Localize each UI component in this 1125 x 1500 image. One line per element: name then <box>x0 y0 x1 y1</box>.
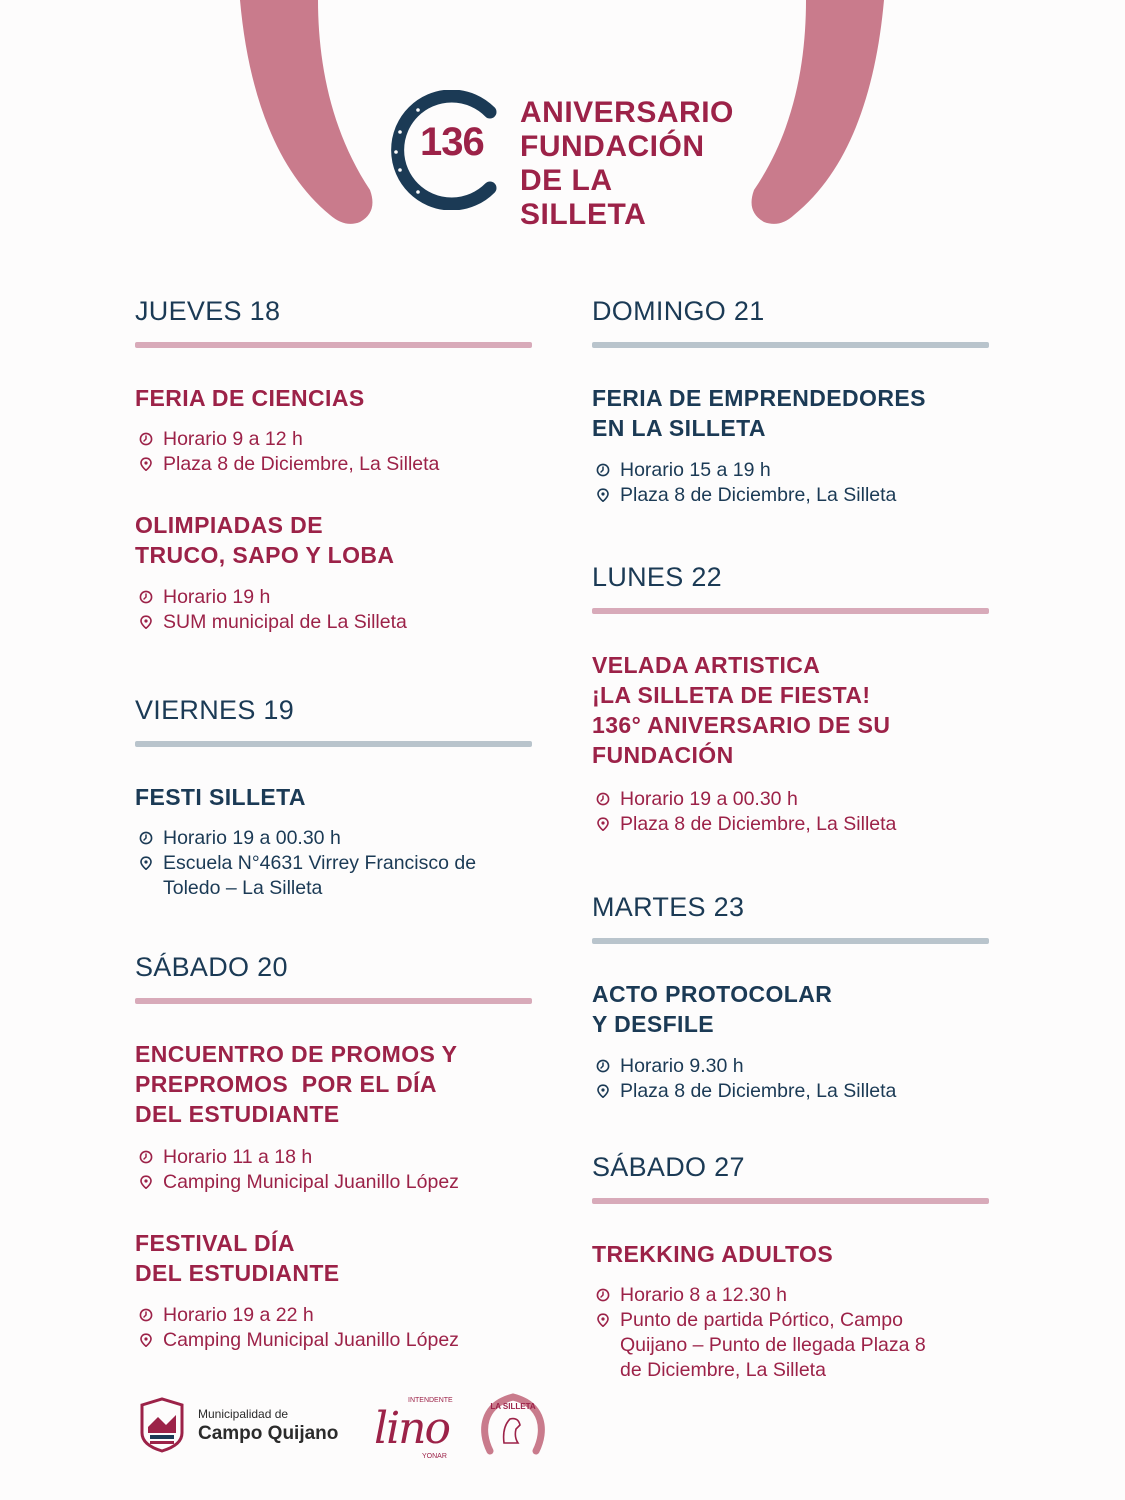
event-place: Punto de partida Pórtico, Campo Quijano – Punto de llegada Plaza 8 de Diciembre, La Silleta <box>592 1308 1000 1383</box>
la-silleta-seal-icon <box>478 1391 548 1459</box>
pin-icon <box>139 856 153 870</box>
clock-icon <box>139 432 153 446</box>
event-time: Horario 19 h <box>135 585 543 610</box>
event-title: ENCUENTRO DE PROMOS Y PREPROMOS POR EL DÍA DEL ESTUDIANTE <box>135 1041 458 1127</box>
pin-icon <box>596 488 610 502</box>
event-place: Plaza 8 de Diciembre, La Silleta <box>135 452 543 477</box>
anniversary-logo <box>386 90 746 231</box>
anniversary-title: ANIVERSARIO FUNDACIÓN DE LA SILLETA <box>520 96 734 231</box>
pin-icon <box>139 1333 153 1347</box>
clock-icon <box>596 1288 610 1302</box>
clock-icon <box>139 590 153 604</box>
event-place: Plaza 8 de Diciembre, La Silleta <box>592 812 1000 837</box>
event-time: Horario 19 a 22 h <box>135 1303 543 1328</box>
event-time: Horario 9 a 12 h <box>135 427 543 452</box>
event-title: TREKKING ADULTOS <box>592 1241 834 1267</box>
event-time: Horario 19 a 00.30 h <box>592 787 1000 812</box>
event-place: Camping Municipal Juanillo López <box>135 1170 543 1195</box>
divider <box>592 608 989 614</box>
footer-logos: Municipalidad de Campo Quijano INTENDENTE lino YONAR LA SILLETA <box>138 1395 558 1465</box>
anniversary-number: 136 <box>420 120 484 164</box>
event-place: Camping Municipal Juanillo López <box>135 1328 543 1353</box>
svg-text:LA SILLETA: LA SILLETA <box>490 1402 536 1411</box>
event-time: Horario 9.30 h <box>592 1054 1000 1079</box>
day-heading: SÁBADO 27 <box>592 1152 745 1182</box>
event-time: Horario 19 a 00.30 h <box>135 826 543 851</box>
event-title: FERIA DE CIENCIAS <box>135 385 365 411</box>
event-title: FERIA DE EMPRENDEDORES EN LA SILLETA <box>592 385 926 441</box>
clock-icon <box>139 1150 153 1164</box>
event-time: Horario 11 a 18 h <box>135 1145 543 1170</box>
event-title: FESTIVAL DÍA DEL ESTUDIANTE <box>135 1230 340 1286</box>
pin-icon <box>596 1084 610 1098</box>
day-heading: SÁBADO 20 <box>135 952 288 982</box>
pin-icon <box>139 457 153 471</box>
divider <box>592 938 989 944</box>
event-title: ACTO PROTOCOLAR Y DESFILE <box>592 981 833 1037</box>
event-title: FESTI SILLETA <box>135 784 306 810</box>
pin-icon <box>139 615 153 629</box>
divider <box>135 342 532 348</box>
day-heading: VIERNES 19 <box>135 695 295 725</box>
event-place: SUM municipal de La Silleta <box>135 610 543 635</box>
divider <box>592 1198 989 1204</box>
event-title: VELADA ARTISTICA ¡LA SILLETA DE FIESTA! 136° ANIVERSARIO DE SU FUNDACIÓN <box>592 652 891 768</box>
event-title: OLIMPIADAS DE TRUCO, SAPO Y LOBA <box>135 512 395 568</box>
municipality-name: Municipalidad de Campo Quijano <box>198 1407 339 1444</box>
day-heading: JUEVES 18 <box>135 296 281 326</box>
divider <box>135 741 532 747</box>
pin-icon <box>596 817 610 831</box>
divider <box>135 998 532 1004</box>
event-place: Plaza 8 de Diciembre, La Silleta <box>592 1079 1000 1104</box>
day-heading: DOMINGO 21 <box>592 296 765 326</box>
pin-icon <box>596 1313 610 1327</box>
municipality-crest-icon <box>138 1397 186 1453</box>
day-heading: MARTES 23 <box>592 892 745 922</box>
clock-icon <box>139 1308 153 1322</box>
event-time: Horario 8 a 12.30 h <box>592 1283 1000 1308</box>
pin-icon <box>139 1175 153 1189</box>
clock-icon <box>596 463 610 477</box>
clock-icon <box>596 1059 610 1073</box>
day-heading: LUNES 22 <box>592 562 722 592</box>
event-time: Horario 15 a 19 h <box>592 458 1000 483</box>
divider <box>592 342 989 348</box>
clock-icon <box>139 831 153 845</box>
event-place: Plaza 8 de Diciembre, La Silleta <box>592 483 1000 508</box>
clock-icon <box>596 792 610 806</box>
event-place: Escuela N°4631 Virrey Francisco de Toledo – La Silleta <box>135 851 543 901</box>
